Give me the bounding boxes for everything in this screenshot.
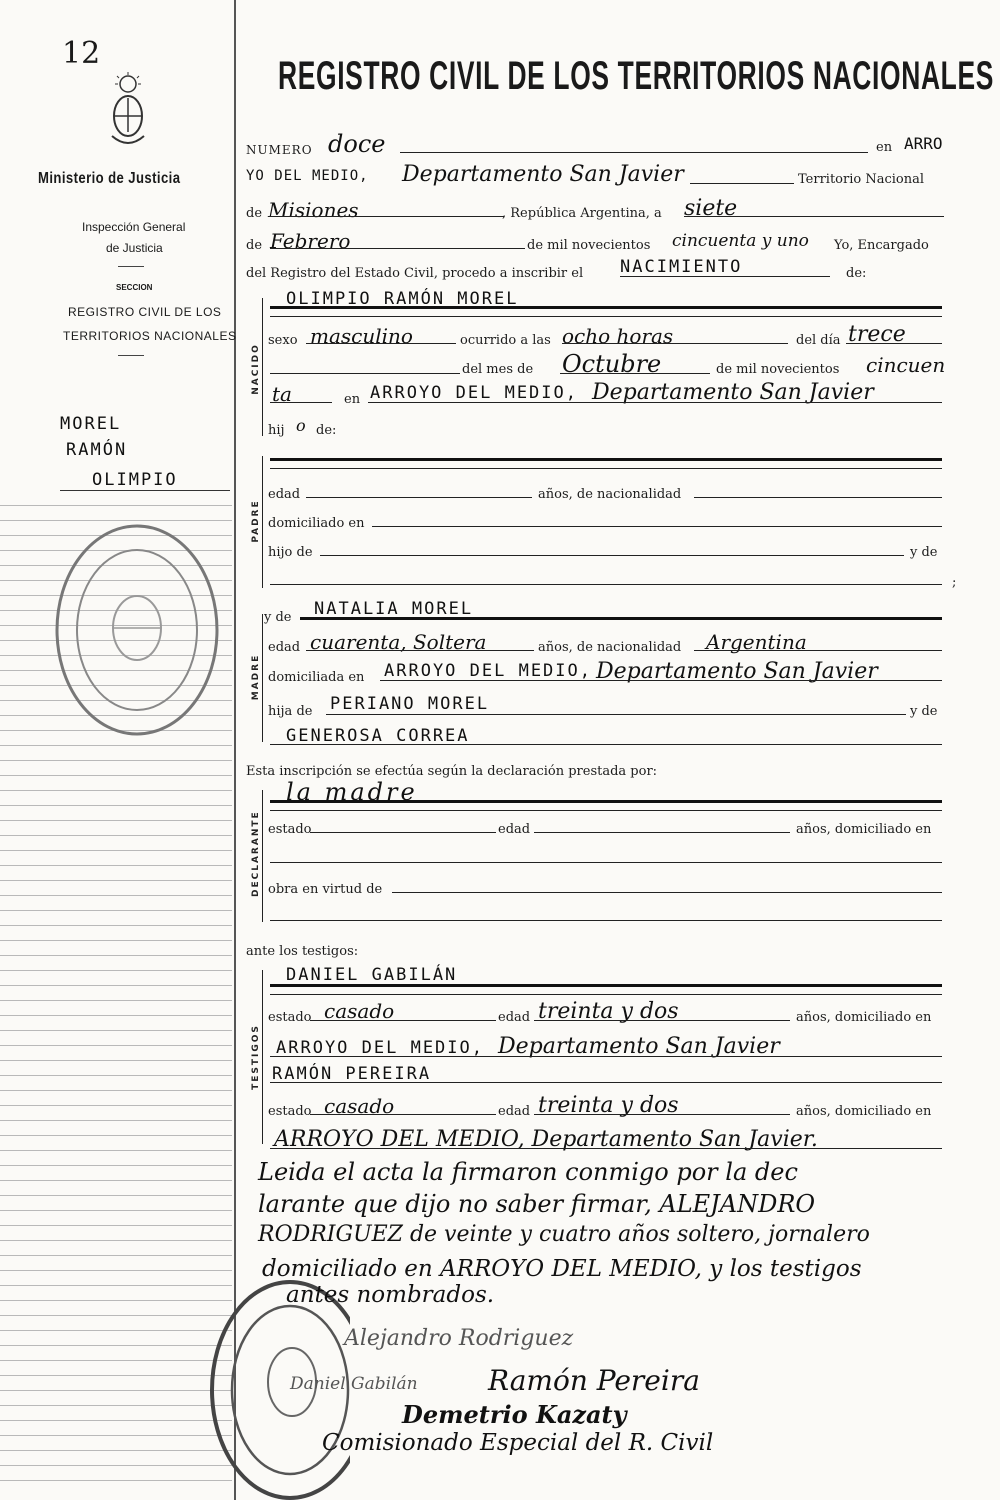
del-mes-label: del mes de <box>462 362 534 377</box>
margin-name-1: MOREL <box>60 414 122 434</box>
inspection-label-1: Inspección General <box>82 220 186 234</box>
signature-4: Demetrio Kazaty <box>402 1400 627 1429</box>
madre-madre-value: GENEROSA CORREA <box>286 726 470 746</box>
nota-line-3: RODRIGUEZ de veinte y cuatro años soltero, jornalero <box>258 1222 870 1247</box>
testigo2-nombre-value: RAMÓN PEREIRA <box>272 1064 432 1084</box>
page-number: 12 <box>62 36 101 71</box>
t1-anos-label: años, domiciliado en <box>796 1010 932 1025</box>
obra-label: obra en virtud de <box>268 882 383 897</box>
section-line-2: TERRITORIOS NACIONALES <box>63 329 237 343</box>
madre-dom-label: domiciliada en <box>268 670 365 685</box>
padre-edad-label: edad <box>268 487 301 502</box>
signature-2: Daniel Gabilán <box>290 1374 418 1394</box>
de-colon-label: de: <box>846 266 867 281</box>
lugar-value-1: ARROYO DEL MEDIO, <box>370 383 578 403</box>
madre-edad-value: cuarenta, Soltera <box>310 630 487 654</box>
numero-label: NUMERO <box>246 143 313 157</box>
nota-line-4: domiciliado en ARROYO DEL MEDIO, y los testigos <box>262 1256 862 1282</box>
padre-semicolon: ; <box>952 575 957 590</box>
madre-dom-value-2: Departamento San Javier <box>596 659 878 684</box>
en-label: en <box>876 140 893 155</box>
madre-yde-label: y de <box>264 610 292 625</box>
testigos-v-label: TESTIGOS <box>251 1024 261 1090</box>
ocurrido-label: ocurrido a las <box>460 333 551 348</box>
t1-edad-label: edad <box>498 1010 531 1025</box>
madre-hija-label: hija de <box>268 704 313 719</box>
republica-label: , República Argentina, a <box>502 206 662 221</box>
inscripcion-label: Esta inscripción se efectúa según la declaración prestada por: <box>246 764 658 779</box>
nota-line-2: larante que dijo no saber firmar, ALEJANDRO <box>258 1190 816 1218</box>
testigo1-dom-value-2: Departamento San Javier <box>498 1034 780 1059</box>
dia-value: trece <box>848 322 906 347</box>
mes-value: Octubre <box>562 350 662 378</box>
territorio-value: Misiones <box>268 198 359 222</box>
territorio-label: Territorio Nacional <box>798 172 924 187</box>
signature-3: Ramón Pereira <box>488 1364 700 1397</box>
departamento-value: Departamento San Javier <box>402 162 684 187</box>
nombre-value: OLIMPIO RAMÓN MOREL <box>286 289 519 309</box>
margin-name-2: RAMÓN <box>66 440 128 460</box>
decl-anos-label: años, domiciliado en <box>796 822 932 837</box>
testigo1-edad-value: treinta y dos <box>538 999 679 1024</box>
declarante-value: la madre <box>286 778 418 806</box>
cargo-text: Comisionado Especial del R. Civil <box>322 1430 714 1456</box>
anio-value-1: cincuen <box>866 353 946 377</box>
madre-nac-value: Argentina <box>706 630 807 654</box>
inspection-label-2: de Justicia <box>106 241 163 255</box>
registro-label: del Registro del Estado Civil, procedo a inscribir el <box>246 266 584 281</box>
signature-1: Alejandro Rodriguez <box>344 1326 574 1351</box>
hora-value: ocho horas <box>562 324 674 348</box>
padre-hijo-label: hijo de <box>268 545 313 560</box>
de-label: de <box>246 206 263 221</box>
en-lugar-label: en <box>344 392 361 407</box>
ministry-label: Ministerio de Justicia <box>38 170 181 187</box>
anio-value-2: ta <box>272 382 292 406</box>
margin-name-3: OLIMPIO <box>92 470 178 490</box>
mes-acta-value: Febrero <box>270 229 351 253</box>
madre-yde-2-label: y de <box>910 704 938 719</box>
anio-acta-value: cincuenta y uno <box>672 231 809 251</box>
t2-edad-label: edad <box>498 1104 531 1119</box>
testigo2-edad-value: treinta y dos <box>538 1093 679 1118</box>
section-line-1: REGISTRO CIVIL DE LOS <box>68 305 222 319</box>
lugar-value-2: Departamento San Javier <box>592 380 874 405</box>
madre-edad-label: edad <box>268 640 301 655</box>
hij-de-label: de: <box>316 423 337 438</box>
madre-anos-label: años, de nacionalidad <box>538 640 682 655</box>
testigo2-estado-value: casado <box>324 1094 395 1118</box>
numero-value: doce <box>328 130 386 158</box>
madre-label: MADRE <box>251 653 261 701</box>
declarante-label: DECLARANTE <box>251 810 261 897</box>
de-label-2: de <box>246 238 263 253</box>
nota-line-1: Leida el acta la firmaron conmigo por la dec <box>258 1158 798 1186</box>
madre-padre-value: PERIANO MOREL <box>330 694 490 714</box>
testigo2-dom-value: ARROYO DEL MEDIO, Departamento San Javier. <box>274 1127 818 1152</box>
acto-value: NACIMIENTO <box>620 257 743 277</box>
ministry-stamp-icon <box>52 520 222 745</box>
coat-of-arms-icon <box>108 72 148 155</box>
t1-estado-label: estado <box>268 1010 312 1025</box>
nacido-label: NACIDO <box>251 343 261 395</box>
testigo1-dom-value-1: ARROYO DEL MEDIO, <box>276 1038 484 1058</box>
nota-line-5: antes nombrados. <box>286 1282 495 1308</box>
sexo-value: masculino <box>310 324 413 348</box>
testigo1-nombre-value: DANIEL GABILÁN <box>286 965 458 985</box>
encargado-label: Yo, Encargado <box>834 238 929 253</box>
de-mil-label: de mil novecientos <box>527 238 651 253</box>
t2-estado-label: estado <box>268 1104 312 1119</box>
decl-edad-label: edad <box>498 822 531 837</box>
dia-acta-value: siete <box>684 196 738 221</box>
padre-anos-label: años, de nacionalidad <box>538 487 682 502</box>
document-title: REGISTRO CIVIL DE LOS TERRITORIOS NACIONALES <box>278 54 994 98</box>
testigos-label: ante los testigos: <box>246 944 359 959</box>
del-dia-label: del día <box>796 333 841 348</box>
en-value-1: ARRO <box>904 134 943 153</box>
decl-estado-label: estado <box>268 822 312 837</box>
padre-dom-label: domiciliado en <box>268 516 365 531</box>
en-value-2: YO DEL MEDIO, <box>246 168 369 184</box>
madre-dom-value-1: ARROYO DEL MEDIO, <box>384 661 592 681</box>
madre-nombre-value: NATALIA MOREL <box>314 599 474 619</box>
sexo-label: sexo <box>268 333 298 348</box>
t2-anos-label: años, domiciliado en <box>796 1104 932 1119</box>
section-label: SECCION <box>116 283 153 292</box>
hij-value: o <box>296 416 306 435</box>
testigo1-estado-value: casado <box>324 999 395 1023</box>
padre-label: PADRE <box>251 499 261 543</box>
de-mil-2-label: de mil novecientos <box>716 362 840 377</box>
padre-yde-label: y de <box>910 545 938 560</box>
hij-label: hij <box>268 423 285 438</box>
